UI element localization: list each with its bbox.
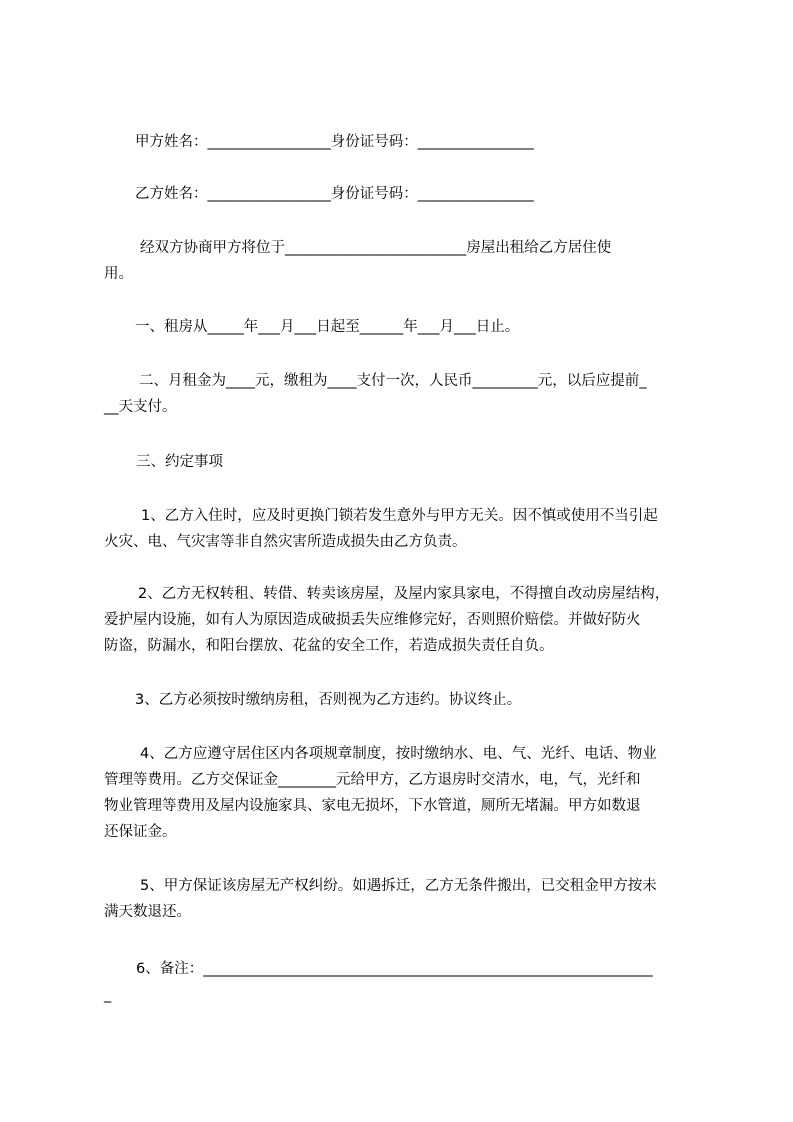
location-paragraph: 经双方协商甲方将位于_________________________房屋出租给乙方居住使 用。 — [104, 240, 612, 282]
item-6-remarks: 6、备注：______________________________________________________________ _ — [104, 961, 653, 1003]
item-2-paragraph: 2、乙方无权转租、转借、转卖该房屋，及屋内家具家电，不得擅自改动房屋结构， 爱护屋内设施，如有人为原因造成破损丢失应维修完好，否则照价赔偿。并做好防火 防盗，防漏水，和阳台摆放、花盆的安全工作，若造成损失责任自负。 — [104, 586, 670, 654]
party-b-line: 乙方姓名：_________________身份证号码：________________ — [135, 186, 534, 202]
section-3-title: 三、约定事项 — [136, 454, 223, 470]
party-a-line: 甲方姓名：_________________身份证号码：________________ — [135, 134, 534, 150]
item-5-paragraph: 5、甲方保证该房屋无产权纠纷。如遇拆迁，乙方无条件搬出，已交租金甲方按未 满天数退还。 — [104, 878, 657, 920]
item-1-paragraph: 1、乙方入住时，应及时更换门锁若发生意外与甲方无关。因不慎或使用不当引起 火灾、电、气灾害等非自然灾害所造成损失由乙方负责。 — [104, 508, 658, 550]
section-1-term: 一、租房从_____年___月___日起至______年___月___日止。 — [135, 319, 520, 335]
item-3-paragraph: 3、乙方必须按时缴纳房租，否则视为乙方违约。协议终止。 — [135, 692, 522, 708]
item-4-paragraph: 4、乙方应遵守居住区内各项规章制度，按时缴纳水、电、气、光纤、电话、物业 管理等费用。乙方交保证金________元给甲方，乙方退房时交清水，电，气，光纤和 物业管理等费用及屋内设施家具、家电无损坏，下水管道，厕所无堵漏。甲方如数退 还保证金。 — [104, 746, 657, 840]
section-2-rent: 二、月租金为____元，缴租为____支付一次，人民币_________元，以后应提前_ __天支付。 — [104, 373, 647, 415]
